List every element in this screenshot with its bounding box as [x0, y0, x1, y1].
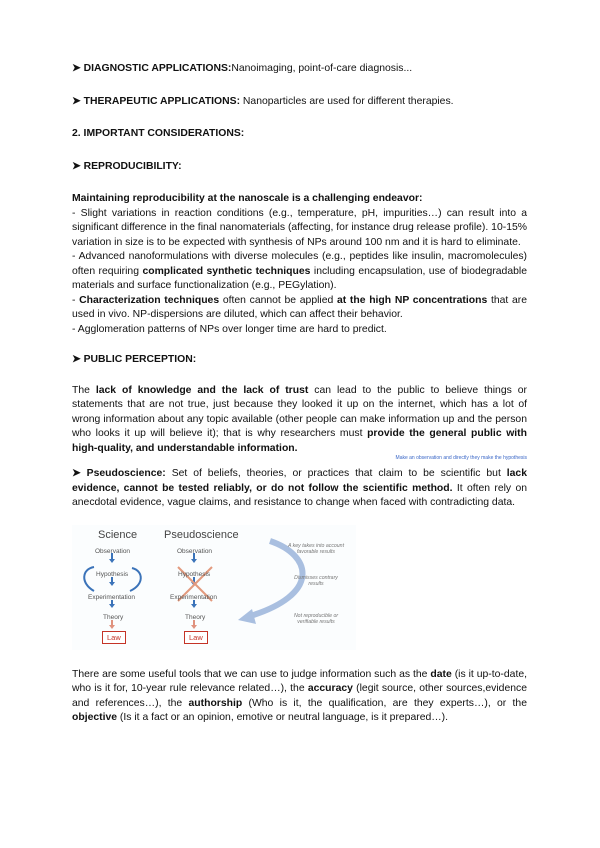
public-bold-1: lack of knowledge and the lack of trust	[95, 384, 309, 396]
heading-public-perception: ➤ PUBLIC PERCEPTION:	[72, 354, 197, 365]
bullet-2-post: including encapsulation, use of biodegradable materials and surface functionalization (e.g., PEGylation).	[72, 265, 527, 291]
evaluation-tools-paragraph	[72, 668, 527, 726]
pseudoscience-label: ➤ Pseudoscience:	[72, 468, 166, 479]
pseudoscience-text-2: It often rely on anecdotal evidence, vague claims, and resistance to change when faced with contradicting data.	[72, 482, 527, 508]
therapeutic-label: ➤ THERAPEUTIC APPLICATIONS:	[72, 95, 241, 107]
therapeutic-text: Nanoparticles are used for different therapies.	[240, 95, 454, 107]
figure-note-dismisses: Dismisses contrary results	[294, 574, 338, 587]
tools-authorship: authorship	[188, 697, 243, 709]
tools-text-5: (Is it a fact or an opinion, emotive or neutral language, is it prepared…).	[117, 712, 448, 723]
handwritten-note: Make an observation and directly they make the hypothesis	[395, 455, 527, 461]
pseudoscience-bold: lack evidence, cannot be tested reliably, or do not follow the scientific method.	[72, 468, 527, 494]
science-arrowhead-2	[109, 582, 115, 586]
tools-accuracy: accuracy	[307, 683, 353, 694]
public-pre: The	[72, 384, 96, 396]
section-heading-considerations: 2. IMPORTANT CONSIDERATIONS:	[72, 128, 245, 139]
bullet-2-pre: - Advanced nanoformulations with diverse molecules (e.g., peptides like insulin, macromolecules) often requiring	[72, 251, 527, 277]
tools-text-2: (is it up-to-date, who is it for, 10-year rule relevance related…), the	[72, 668, 527, 694]
reproducibility-bullet-4: - Agglomeration patterns of NPs over longer time are hard to predict.	[72, 323, 387, 335]
bullet-3-pre: -	[72, 294, 80, 306]
pseudo-arrowhead-4	[191, 625, 197, 629]
diagnostic-applications	[72, 62, 527, 77]
diagnostic-text: Nanoimaging, point-of-care diagnosis...	[231, 63, 413, 74]
figure-note-favorable: A key takes into account favorable results	[287, 542, 345, 555]
reproducibility-lead: Maintaining reproducibility at the nanoscale is a challenging endeavor:	[72, 193, 423, 204]
public-bold-2: provide the general public with high-quality, and understandable information.	[72, 428, 527, 454]
bullet-3-mid: often cannot be applied	[219, 294, 337, 306]
pseudo-step-hypothesis: Hypothesis	[178, 570, 211, 578]
tools-text-1: There are some useful tools that we can use to judge information such as the	[72, 668, 431, 680]
tools-date: date	[430, 668, 452, 680]
tools-objective: objective	[72, 712, 118, 723]
reproducibility-bullet-2	[72, 250, 527, 294]
public-mid: can lead to the public to believe things or statements that are not true, just because they looked it up on the internet, which has a lot of wrong information about any topic available (other people can make information up and the person who looks it up will believe it); that is why researchers must	[72, 384, 527, 439]
heading-reproducibility: ➤ REPRODUCIBILITY:	[72, 160, 182, 172]
science-vs-pseudoscience-figure	[72, 525, 356, 650]
reproducibility-bullet-3	[72, 294, 527, 323]
tools-text-4: (Who is it, the qualification, are they experts…), or the	[242, 697, 527, 709]
pseudoscience-paragraph	[72, 467, 527, 511]
science-loop-left	[84, 567, 94, 591]
document-page	[72, 62, 527, 726]
public-perception-paragraph	[72, 384, 527, 457]
science-step-hypothesis: Hypothesis	[96, 570, 129, 578]
science-step-experimentation: Experimentation	[88, 593, 135, 601]
science-law-box: Law	[102, 631, 126, 644]
bullet-3-post: that are used in vivo. NP-dispersions are diluted, which can affect their behavior.	[72, 294, 527, 320]
science-step-observation: Observation	[95, 547, 131, 555]
science-arrowhead-1	[109, 559, 115, 563]
science-arrowhead-4	[109, 625, 115, 629]
science-title: Science	[98, 528, 138, 541]
science-loop-right	[130, 568, 141, 591]
pseudo-step-experimentation: Experimentation	[170, 593, 217, 601]
bullet-2-bold: complicated synthetic techniques	[142, 265, 311, 277]
pseudoscience-title: Pseudoscience	[164, 528, 239, 541]
bullet-3-bold-1: Characterization techniques	[79, 294, 220, 306]
therapeutic-applications	[72, 95, 527, 110]
pseudoscience-text-1: Set of beliefs, theories, or practices that claim to be scientific but	[165, 468, 507, 479]
tools-text-3: (legit source, other sources,evidence and references…), the	[72, 683, 527, 709]
bullet-3-bold-2: at the high NP concentrations	[336, 294, 488, 306]
figure-note-not-reproducible: Not reproducible or verifiable results	[293, 612, 339, 625]
pseudo-step-theory: Theory	[185, 613, 206, 621]
pseudo-law-box: Law	[184, 631, 208, 644]
science-step-theory: Theory	[103, 613, 124, 621]
pseudo-arrowhead-1	[191, 559, 197, 563]
pseudo-step-observation: Observation	[177, 547, 213, 555]
big-curved-arrowhead	[238, 609, 256, 624]
reproducibility-bullet-1: - Slight variations in reaction conditions (e.g., temperature, pH, impurities…) can result into a significant difference in the final nanomaterials (affecting, for instance drug release profile). 10-15% variation in size is to be expected with synthesis of NPs around 100 nm and it is hard to eliminate.	[72, 207, 527, 248]
diagnostic-label: ➤ DIAGNOSTIC APPLICATIONS:	[72, 63, 232, 74]
